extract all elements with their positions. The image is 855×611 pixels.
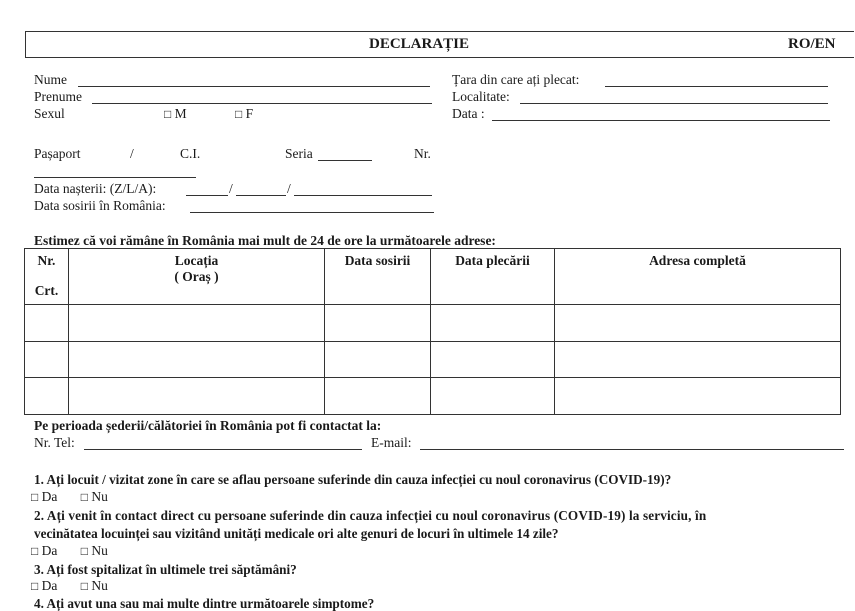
- q1-nu-label: Nu: [91, 489, 108, 504]
- col-adresa-label: Adresa completă: [649, 253, 746, 268]
- table-cell[interactable]: [325, 305, 431, 342]
- sex-f-option[interactable]: [235, 106, 253, 122]
- data-sosirii-field[interactable]: [190, 212, 434, 213]
- table-cell[interactable]: [431, 341, 555, 378]
- table-cell[interactable]: [555, 305, 841, 342]
- sexul-label: Sexul: [34, 106, 65, 121]
- sex-m-option[interactable]: [164, 106, 187, 122]
- table-cell[interactable]: [325, 378, 431, 415]
- pasaport-label: Pașaport: [34, 146, 81, 161]
- question-2-line-2: vecinătatea locuinței sau vizitând unități medicale ori alte genuri de locuri în ultimele 14 zile?: [34, 526, 559, 541]
- q1-nu-option[interactable]: [81, 489, 108, 504]
- table-cell[interactable]: [69, 341, 325, 378]
- prenume-field[interactable]: [92, 103, 432, 104]
- table-cell[interactable]: [69, 305, 325, 342]
- col-nr-crt: [25, 249, 69, 305]
- nume-label: Nume: [34, 72, 67, 87]
- q1-answers: [31, 489, 108, 505]
- q3-da-checkbox[interactable]: □: [31, 579, 39, 593]
- question-1: 1. Ați locuit / vizitat zone în care se aflau persoane suferinde din cauza infecției cu noul coronavirus (COVID-19)?: [34, 472, 672, 487]
- language-label: RO/EN: [788, 36, 836, 52]
- q2-da-checkbox[interactable]: □: [31, 544, 39, 558]
- table-cell[interactable]: [25, 341, 69, 378]
- q2-answers: [31, 543, 108, 559]
- table-cell[interactable]: [25, 305, 69, 342]
- table-cell[interactable]: [325, 341, 431, 378]
- data-field[interactable]: [492, 120, 830, 121]
- pasaport-ci-separator: /: [130, 146, 134, 161]
- email-field[interactable]: [420, 449, 844, 450]
- birth-day-field[interactable]: [186, 195, 228, 196]
- nr-label: Nr.: [414, 146, 431, 161]
- q2-nu-label: Nu: [91, 543, 108, 558]
- localitate-field[interactable]: [520, 103, 828, 104]
- addresses-intro: Estimez că voi rămâne în România mai mult de 24 de ore la următoarele adrese:: [34, 233, 496, 248]
- nume-field[interactable]: [78, 86, 430, 87]
- question-4: 4. Ați avut una sau mai multe dintre următoarele simptome?: [34, 596, 375, 611]
- tara-field[interactable]: [605, 86, 828, 87]
- ci-label: C.I.: [180, 146, 201, 161]
- q2-nu-option[interactable]: [81, 543, 108, 558]
- tel-field[interactable]: [84, 449, 362, 450]
- col-nr-label: Nr.: [37, 253, 56, 268]
- seria-label: Seria: [285, 146, 313, 161]
- q1-da-checkbox[interactable]: □: [31, 490, 39, 504]
- q2-nu-checkbox[interactable]: □: [80, 544, 88, 558]
- document-number-field[interactable]: [34, 177, 196, 178]
- table-cell[interactable]: [69, 378, 325, 415]
- table-cell[interactable]: [431, 378, 555, 415]
- contact-intro: Pe perioada șederii/călătoriei în România pot fi contactat la:: [34, 418, 382, 433]
- checkbox-f[interactable]: □: [235, 107, 243, 121]
- data-nasterii-label: Data nașterii: (Z/L/A):: [34, 181, 157, 196]
- prenume-label: Prenume: [34, 89, 82, 104]
- question-2-line-1: 2. Ați venit în contact direct cu persoane suferinde din cauza infecției cu noul coronavirus (COVID-19) la serviciu, în: [34, 508, 707, 523]
- localitate-label: Localitate:: [452, 89, 510, 104]
- q2-da-option[interactable]: [31, 543, 57, 558]
- birth-year-field[interactable]: [294, 195, 432, 196]
- question-3: 3. Ați fost spitalizat în ultimele trei săptămâni?: [34, 562, 297, 577]
- table-cell[interactable]: [555, 378, 841, 415]
- col-locatia-label: Locația: [174, 253, 219, 268]
- sex-f-label: F: [245, 106, 254, 121]
- q3-da-option[interactable]: [31, 578, 57, 593]
- birth-separator-2: /: [287, 181, 291, 196]
- q3-nu-checkbox[interactable]: □: [80, 579, 88, 593]
- checkbox-m[interactable]: □: [164, 107, 172, 121]
- q2-da-label: Da: [41, 543, 58, 558]
- col-data-sosirii-label: Data sosirii: [344, 253, 411, 268]
- q3-answers: [31, 578, 108, 594]
- form-title: DECLARAȚIE: [369, 36, 470, 52]
- q3-nu-label: Nu: [91, 578, 108, 593]
- col-locatia-sub: ( Oraș ): [174, 268, 219, 284]
- table-row: [25, 378, 841, 415]
- addresses-table: [24, 248, 841, 415]
- q1-nu-checkbox[interactable]: □: [80, 490, 88, 504]
- col-data-sosirii: [325, 249, 431, 305]
- table-header-row: [25, 249, 841, 305]
- q3-da-label: Da: [41, 578, 58, 593]
- table-cell[interactable]: [431, 305, 555, 342]
- tel-label: Nr. Tel:: [34, 435, 75, 450]
- seria-field[interactable]: [318, 160, 372, 161]
- sex-m-label: M: [174, 106, 187, 121]
- col-locatia: [69, 249, 325, 305]
- col-crt-label: Crt.: [34, 283, 59, 299]
- col-adresa: [555, 249, 841, 305]
- data-label: Data :: [452, 106, 485, 121]
- data-sosirii-label: Data sosirii în România:: [34, 198, 166, 213]
- col-data-plecarii: [431, 249, 555, 305]
- q3-nu-option[interactable]: [81, 578, 108, 593]
- table-row: [25, 341, 841, 378]
- email-label: E-mail:: [371, 435, 412, 450]
- tara-label: Țara din care ați plecat:: [452, 72, 580, 87]
- q1-da-label: Da: [41, 489, 58, 504]
- col-data-plecarii-label: Data plecării: [455, 253, 530, 268]
- table-row: [25, 305, 841, 342]
- birth-month-field[interactable]: [236, 195, 286, 196]
- table-cell[interactable]: [555, 341, 841, 378]
- birth-separator-1: /: [229, 181, 233, 196]
- table-cell[interactable]: [25, 378, 69, 415]
- q1-da-option[interactable]: [31, 489, 57, 504]
